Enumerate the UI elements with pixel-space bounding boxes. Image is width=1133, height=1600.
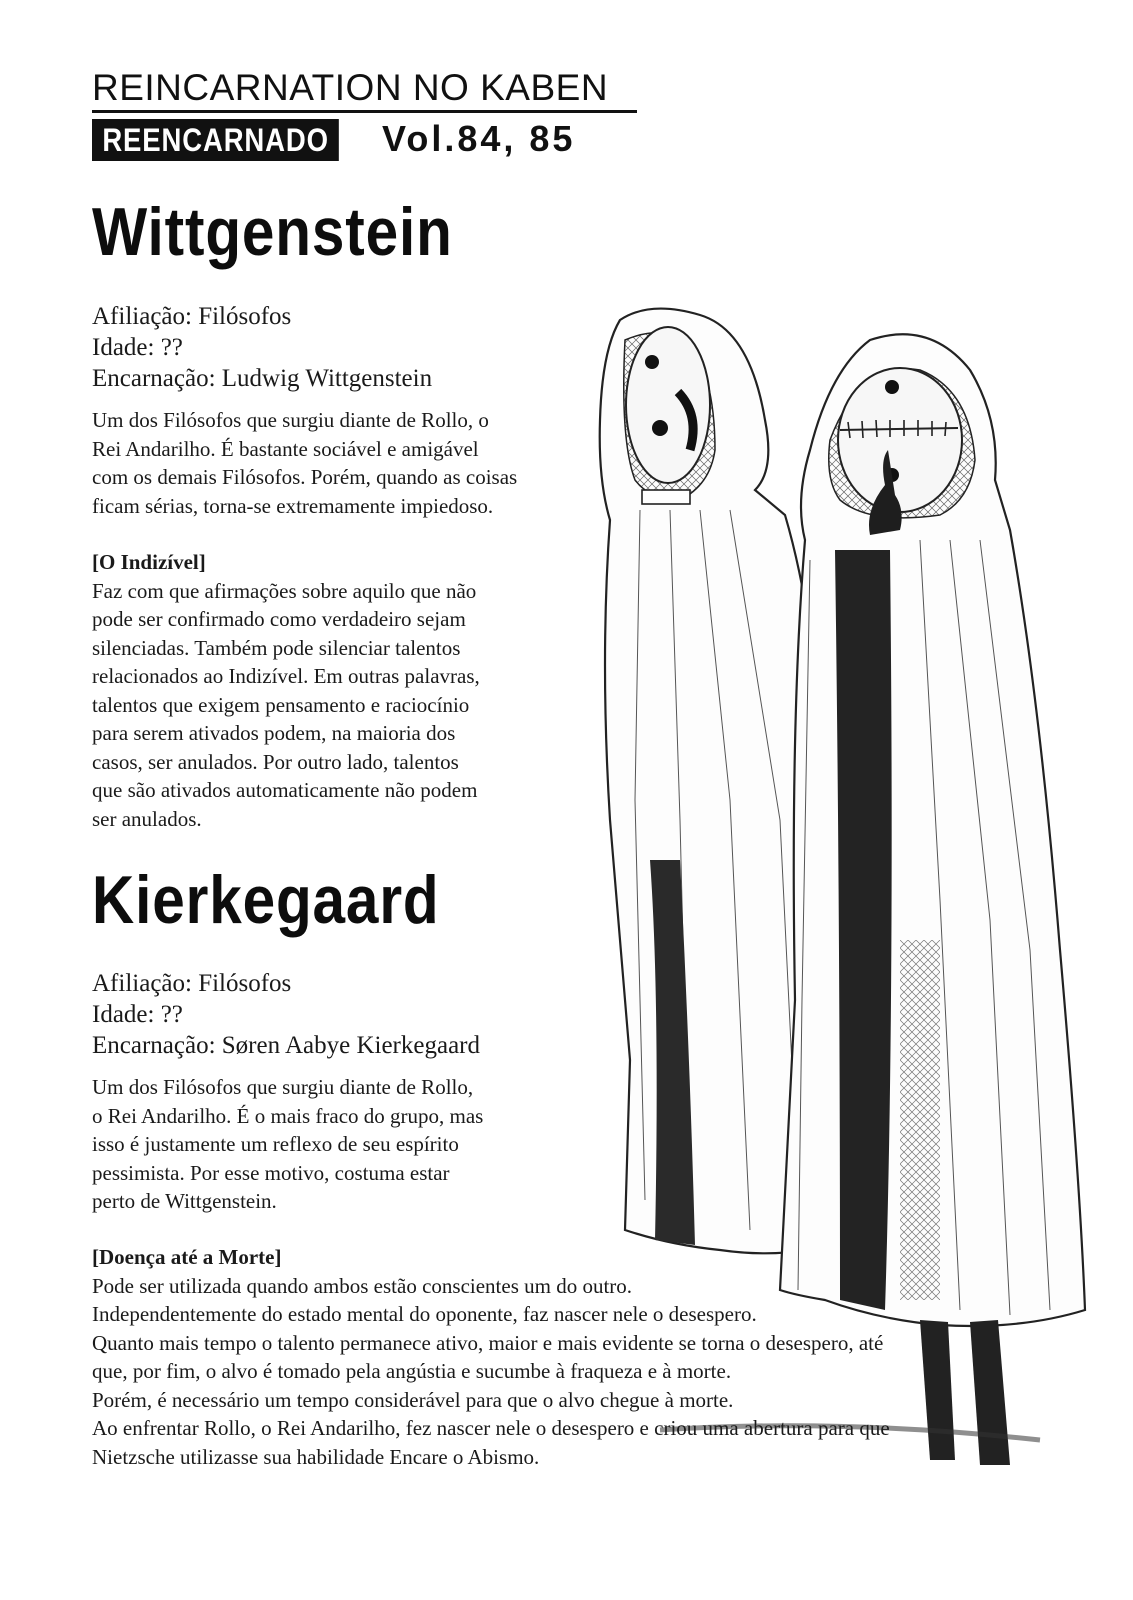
ability-line: talentos que exigem pensamento e raciocínio — [92, 692, 470, 717]
ability-line: Pode ser utilizada quando ambos estão conscientes um do outro. — [92, 1273, 633, 1298]
description-line: Um dos Filósofos que surgiu diante de Rollo, o — [92, 408, 489, 432]
character-name: Kierkegaard — [92, 862, 440, 938]
description-line: Um dos Filósofos que surgiu diante de Rollo, — [92, 1075, 474, 1099]
ability-line: ser anulados. — [92, 806, 202, 831]
ability-line: pode ser confirmado como verdadeiro sejam — [92, 607, 466, 631]
character-description — [92, 406, 517, 520]
ability-line: que são ativados automaticamente não podem — [92, 778, 478, 802]
description-line: Rei Andarilho. É bastante sociável e amigável — [92, 436, 479, 461]
ability-line: Independentemente do estado mental do oponente, faz nascer nele o desespero. — [92, 1302, 757, 1326]
age-line: Idade: ?? — [92, 1001, 183, 1028]
incarnation-line: Encarnação: Ludwig Wittgenstein — [92, 365, 433, 392]
incarnation-line: Encarnação: Søren Aabye Kierkegaard — [92, 1032, 481, 1059]
series-tag: REENCARNADO — [92, 119, 339, 161]
ability-title: [Doença até a Morte] — [92, 1245, 282, 1269]
ability-line: silenciadas. Também pode silenciar talentos — [92, 635, 461, 660]
affiliation-line: Afiliação: Filósofos — [92, 970, 292, 997]
description-line: perto de Wittgenstein. — [92, 1189, 277, 1213]
ability-line: relacionados ao Indizível. Em outras palavras, — [92, 664, 480, 688]
description-line: ficam sérias, torna-se extremamente impiedoso. — [92, 493, 494, 518]
ability-line: Nietzsche utilizasse sua habilidade Encare o Abismo. — [92, 1444, 540, 1469]
ability-line: que, por fim, o alvo é tomado pela angústia e sucumbe à fraqueza e à morte. — [92, 1359, 732, 1383]
affiliation-line: Afiliação: Filósofos — [92, 303, 292, 330]
ability-line: Faz com que afirmações sobre aquilo que não — [92, 578, 477, 603]
description-line: isso é justamente um reflexo de seu espírito — [92, 1132, 459, 1156]
character-info — [92, 968, 480, 1061]
series-title: REINCARNATION NO KABEN — [92, 68, 637, 113]
character-description — [92, 1073, 483, 1216]
description-line: com os demais Filósofos. Porém, quando as coisas — [92, 465, 518, 489]
character-info — [92, 301, 432, 394]
character-name: Wittgenstein — [92, 194, 453, 270]
description-line: pessimista. Por esse motivo, costuma estar — [92, 1160, 450, 1185]
ability-block — [92, 1243, 890, 1471]
volume-label: Vol.84, 85 — [382, 118, 576, 159]
ability-line: Quanto mais tempo o talento permanece ativo, maior e mais evidente se torna o desespero, até — [92, 1330, 884, 1355]
ability-line: Ao enfrentar Rollo, o Rei Andarilho, fez nascer nele o desespero e criou uma abertura para que — [92, 1416, 890, 1440]
ability-line: casos, ser anulados. Por outro lado, talentos — [92, 749, 459, 774]
ability-line: Porém, é necessário um tempo considerável para que o alvo chegue à morte. — [92, 1387, 734, 1412]
subtitle-row — [92, 118, 576, 162]
ability-block — [92, 548, 480, 833]
ability-title: [O Indizível] — [92, 550, 206, 574]
ability-line: para serem ativados podem, na maioria dos — [92, 721, 456, 745]
description-line: o Rei Andarilho. É o mais fraco do grupo, mas — [92, 1103, 484, 1128]
age-line: Idade: ?? — [92, 334, 183, 361]
